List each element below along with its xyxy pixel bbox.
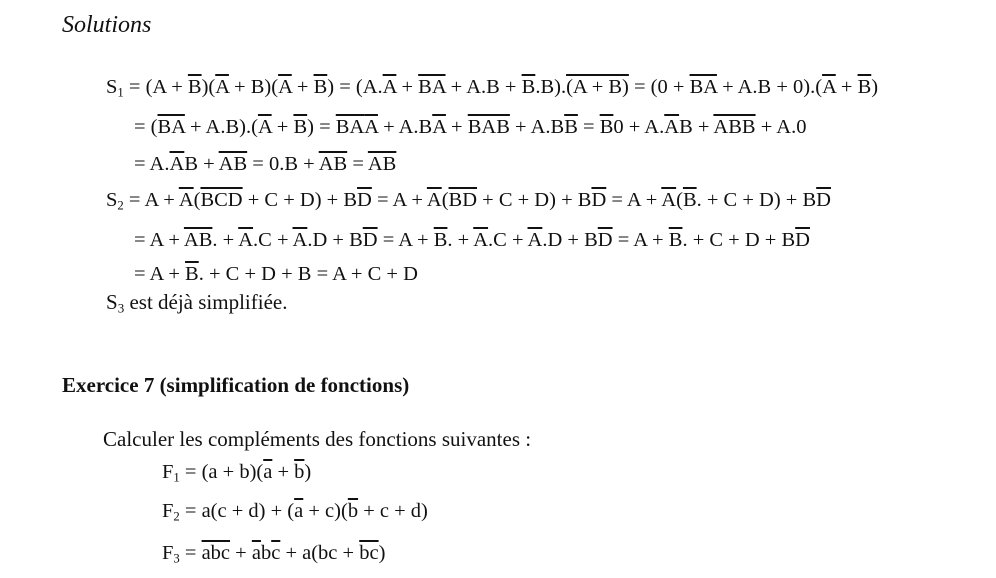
equation-segment: .D + B [542,229,598,251]
overlined-term: $\overline{A}$ [661,189,677,211]
equation-segment: = [347,153,368,175]
overlined-term: $\overline{B}$ [564,116,578,138]
overlined-term: $\overline{BA}$ [418,76,446,98]
subscript: 1 [173,470,180,485]
overlined-term: $\overline{A}$ [432,116,446,138]
equation-segment: + c)( [303,500,348,522]
equation-segment: + [445,116,468,138]
overlined-term: $\overline{b}$ [347,500,359,522]
subscript: 1 [117,85,124,100]
equation-segment: S [106,76,118,98]
equation-s2-line-3 [134,263,418,286]
overlined-term: $\overline{B}$ [293,116,308,138]
equation-segment: B + [184,153,219,175]
function-f3 [162,542,385,567]
equation-segment: = A + [134,263,186,285]
overlined-term: $\overline{B}$ [433,229,448,251]
overlined-term: $\overline{B}$ [668,229,683,251]
overlined-term: $\overline{a}$ [251,542,261,564]
s3-text: est déjà simplifiée. [124,290,288,314]
equation-segment: = A + [377,229,434,251]
equation-s1-line-3 [134,153,396,176]
equation-s1-line-2 [134,116,806,139]
equation-segment: S [106,189,118,211]
equation-segment: ( [193,189,201,211]
equation-segment: F [162,500,174,522]
equation-s1-line-1 [106,76,878,101]
overlined-term: $\overline{A}$ [178,189,194,211]
equation-segment: ) = (A. [327,76,383,98]
equation-segment: )( [201,76,216,98]
equation-segment: + C + D) + B [242,189,358,211]
overlined-term: $\overline{BA}$ [335,116,365,138]
equation-segment: = (A + [123,76,188,98]
equation-segment: + [271,116,294,138]
overlined-term: $\overline{A}$ [238,229,254,251]
equation-segment: .D + B [307,229,363,251]
subscript: 2 [117,198,124,213]
equation-segment: + a(bc + [280,542,360,564]
overlined-term: $\overline{B}$ [682,189,697,211]
equation-segment: = a(c + d) + ( [179,500,295,522]
equation-segment: = (a + b)( [179,461,264,483]
overlined-term: $\overline{BAB}$ [467,116,510,138]
overlined-term: $\overline{ABB}$ [713,116,756,138]
s3-symbol: S [106,290,118,314]
overlined-term: $\overline{AB}$ [218,153,248,175]
equation-segment: = A + [612,229,669,251]
overlined-term: $\overline{a}$ [263,461,273,483]
overlined-term: $\overline{A}$ [257,116,272,138]
equation-segment: = [577,116,600,138]
overlined-term: $\overline{BA}$ [689,76,717,98]
equation-segment: + A.0 [755,116,807,138]
overlined-term: $\overline{D}$ [816,189,831,211]
overlined-term: $\overline{bc}$ [359,542,379,564]
equation-segment: ( [676,189,683,211]
equation-segment: + A.B + [445,76,522,98]
equation-segment: ) [304,461,312,483]
overlined-term: $\overline{A}$ [822,76,836,98]
equation-segment: + [272,461,295,483]
equation-segment: = 0.B + [247,153,319,175]
subscript: 3 [173,551,180,566]
equation-segment: = [179,542,202,564]
overlined-term: $\overline{AB}$ [318,153,348,175]
equation-s2-line-1 [106,189,831,214]
overlined-term: $\overline{AB}$ [367,153,397,175]
equation-segment: B + [679,116,714,138]
equation-segment: .C + [253,229,293,251]
overlined-term: $\overline{A}$ [278,76,292,98]
equation-segment: = (0 + [628,76,690,98]
equation-segment: . + [447,229,474,251]
equation-segment: + A.B + 0).( [716,76,823,98]
equation-segment: + A.B [509,116,565,138]
overlined-term: $\overline{A}$ [664,116,680,138]
overlined-term: $\overline{B}$ [187,76,202,98]
equation-segment: = A + [371,189,427,211]
overlined-term: $\overline{D}$ [362,229,378,251]
equation-segment: .B). [535,76,567,98]
function-f1 [162,461,311,486]
equation-segment: . + C + D + B = A + C + D [198,263,418,285]
overlined-term: $\overline{a}$ [294,500,304,522]
equation-segment: + B)( [228,76,279,98]
overlined-term: $\overline{BD}$ [448,189,478,211]
equation-segment: . + C + D) + B [696,189,817,211]
equation-segment: ) [871,76,879,98]
overlined-term: $\overline{b}$ [294,461,305,483]
overlined-term: $\overline{abc}$ [201,542,231,564]
equation-segment: + c + d) [358,500,428,522]
equation-segment: F [162,461,174,483]
overlined-term: $\overline{D}$ [591,189,607,211]
overlined-term: $\overline{B}$ [599,116,614,138]
equation-segment: 0 + A. [613,116,665,138]
overlined-term: $\overline{A}$ [382,76,397,98]
equation-segment: + C + D) + B [477,189,592,211]
overlined-term: $\overline{B}$ [185,263,199,285]
function-f2 [162,500,428,525]
equation-segment: b [260,542,272,564]
equation-segment: = A + [606,189,662,211]
equation-segment: = ( [134,116,158,138]
exercise-instruction: Calculer les compléments des fonctions suivantes : [103,427,532,451]
overlined-term: $\overline{D}$ [597,229,613,251]
overlined-term: $\overline{c}$ [271,542,281,564]
equation-segment: . + C + D + B [682,229,796,251]
equation-segment: + [291,76,314,98]
overlined-term: $\overline{B}$ [521,76,536,98]
overlined-term: (A + B) [566,76,629,98]
equation-segment: = A. [134,153,170,175]
equation-segment: ) [378,542,386,564]
s3-subscript: 3 [117,300,125,316]
equation-segment: = A + [134,229,184,251]
overlined-term: $\overline{A}$ [473,229,489,251]
overlined-term: $\overline{B}$ [857,76,872,98]
overlined-term: $\overline{BA}$ [157,116,185,138]
overlined-term: $\overline{A}$ [426,189,442,211]
equation-segment: + A.B).( [184,116,258,138]
subscript: 2 [173,509,180,524]
equation-segment: F [162,542,174,564]
overlined-term: $\overline{A}$ [364,116,378,138]
s3-statement [106,290,288,317]
exercise-title: Exercice 7 (simplification de fonctions) [62,373,410,397]
equation-segment: + [835,76,858,98]
equation-segment: . + [212,229,239,251]
equation-segment: .C + [488,229,528,251]
overlined-term: $\overline{A}$ [292,229,308,251]
equation-s2-line-2 [134,229,810,252]
overlined-term: $\overline{D}$ [357,189,372,211]
solutions-heading: Solutions [62,12,152,38]
equation-segment: + A.B [377,116,433,138]
overlined-term: $\overline{A}$ [169,153,185,175]
overlined-term: $\overline{BCD}$ [200,189,243,211]
equation-segment: ( [441,189,449,211]
overlined-term: $\overline{D}$ [795,229,810,251]
overlined-term: $\overline{B}$ [313,76,328,98]
overlined-term: $\overline{A}$ [527,229,543,251]
overlined-term: $\overline{A}$ [215,76,229,98]
equation-segment: + [396,76,419,98]
overlined-term: $\overline{AB}$ [183,229,213,251]
equation-segment: ) = [307,116,336,138]
equation-segment: = A + [123,189,179,211]
equation-segment: + [230,542,252,564]
